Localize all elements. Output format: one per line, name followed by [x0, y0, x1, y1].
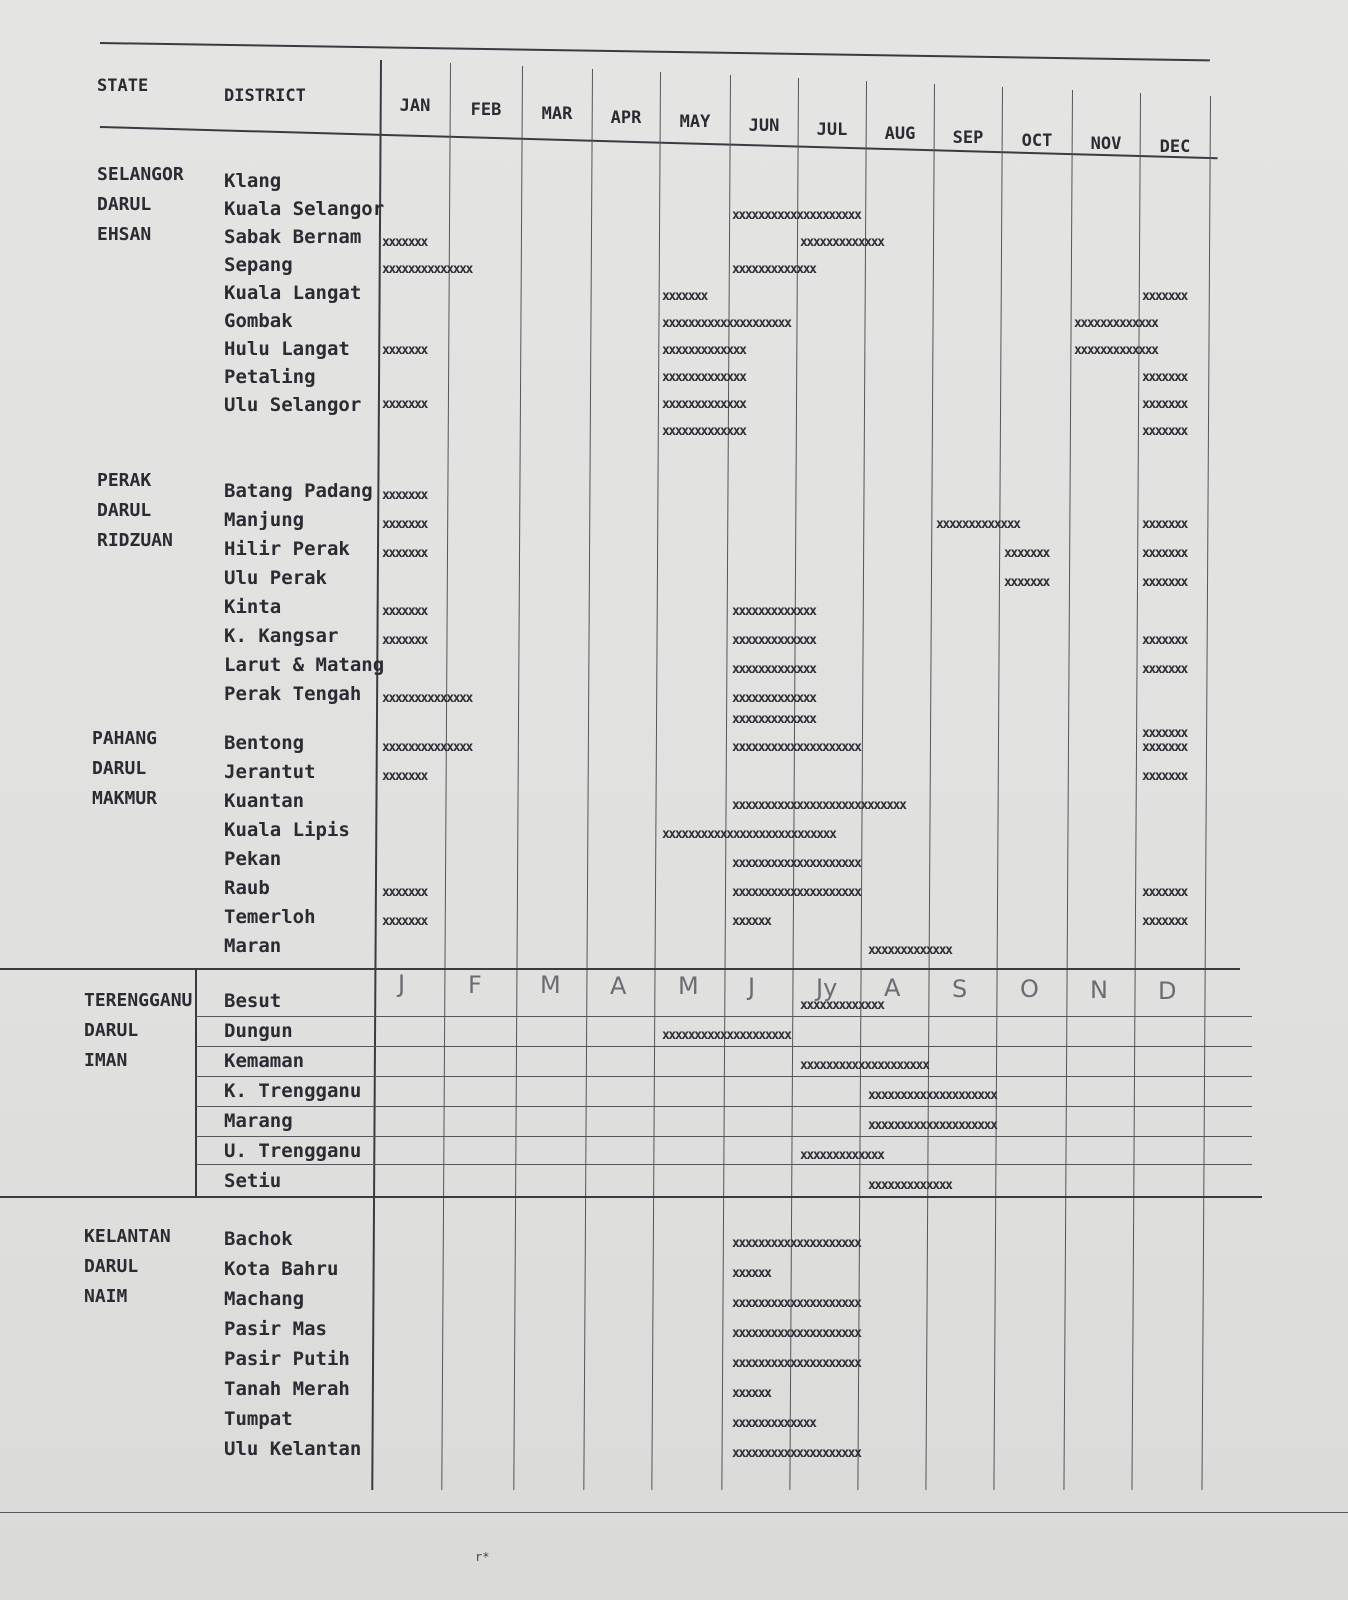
activity-bar: xxxxxxxxxxxxxx — [382, 262, 472, 277]
district-name: Bentong — [224, 732, 305, 754]
activity-bar: xxxxxxxxxxxxx — [1074, 343, 1158, 358]
activity-bar: xxxxxxx — [1142, 370, 1187, 385]
activity-bar: xxxxxxx — [1142, 289, 1187, 304]
district-name: K. Kangsar — [224, 625, 339, 647]
activity-bar: xxxxxxxxxxxxxxxxxxxxxxxxxxx — [662, 827, 836, 842]
activity-bar: xxxxxxxxxxxxx — [662, 343, 746, 358]
activity-bar: xxxxxxx — [1142, 885, 1187, 900]
state-name-line: EHSAN — [97, 224, 152, 245]
district-name: Marang — [224, 1110, 293, 1132]
activity-bar: xxxxxxx — [382, 885, 427, 900]
activity-bar: xxxxxxxxxxxxxxxxxxxx — [868, 1088, 997, 1103]
month-header-oct: OCT — [1021, 131, 1053, 151]
activity-bar: xxxxxxxxxxxxxxxxxxxx — [662, 316, 791, 331]
state-column-header: STATE — [97, 76, 149, 96]
handwritten-month-initial: F — [468, 970, 482, 999]
activity-bar: xxxxxxxxxxxxx — [732, 1416, 816, 1431]
activity-bar: xxxxxxxxxxxxx — [868, 1178, 952, 1193]
district-name: Pasir Mas — [224, 1318, 327, 1340]
activity-bar: xxxxxxx — [1142, 662, 1187, 677]
district-name: Dungun — [224, 1020, 293, 1042]
activity-bar: xxxxxxxxxxxxx — [662, 370, 746, 385]
activity-bar: xxxxxxxxxxxxx — [1074, 316, 1158, 331]
district-name: Temerloh — [224, 906, 316, 928]
activity-bar: xxxxxx — [732, 1386, 771, 1401]
state-name-line: SELANGOR — [97, 164, 184, 185]
district-name: Klang — [224, 170, 282, 192]
activity-bar: xxxxxxxxxxxxxxxxxxxxxxxxxxx — [732, 798, 906, 813]
activity-bar: xxxxxxx — [1004, 575, 1049, 590]
section-divider-top — [0, 968, 1240, 970]
column-divider — [993, 87, 1003, 1490]
handwritten-month-initial: J — [748, 973, 756, 1001]
activity-bar: xxxxxxxxxxxxx — [868, 943, 952, 958]
month-header-nov: NOV — [1090, 134, 1122, 154]
district-name: Tanah Merah — [224, 1378, 350, 1400]
state-name-line: IMAN — [84, 1050, 128, 1071]
activity-bar: xxxxxxxxxxxxxxxxxxxx — [732, 856, 861, 871]
activity-bar: xxxxxxx — [382, 397, 427, 412]
activity-bar: xxxxxxx — [382, 488, 427, 503]
activity-bar: xxxxxxxxxxxxx — [732, 604, 816, 619]
district-name: Perak Tengah — [224, 683, 362, 705]
month-header-jan: JAN — [399, 96, 431, 116]
terengganu-row-line — [196, 1106, 1252, 1107]
month-header-may: MAY — [679, 112, 711, 132]
handwritten-month-initial: Jy — [816, 973, 838, 1002]
month-header-apr: APR — [610, 108, 642, 128]
district-column-header: DISTRICT — [224, 86, 306, 106]
district-name: Bachok — [224, 1228, 293, 1250]
activity-bar: xxxxxxxxxxxxx — [662, 424, 746, 439]
table-top-border — [100, 42, 1210, 61]
column-divider — [513, 66, 523, 1490]
terengganu-row-line — [196, 1046, 1252, 1047]
district-name: Ulu Selangor — [224, 394, 362, 416]
activity-bar: xxxxxxxxxxxxxxxxxxxx — [732, 1326, 861, 1341]
terengganu-row-line — [196, 1164, 1252, 1165]
activity-bar: xxxxxxxxxxxxx — [732, 691, 816, 706]
activity-bar: xxxxxxxxxxxxxxxxxxxx — [732, 1296, 861, 1311]
district-name: Pasir Putih — [224, 1348, 350, 1370]
district-name: Kuantan — [224, 790, 305, 812]
activity-bar: xxxxxxx — [662, 289, 707, 304]
activity-bar: xxxxxxxxxxxxxxxxxxxx — [868, 1118, 997, 1133]
terengganu-row-line — [196, 1016, 1252, 1017]
activity-bar: xxxxxxx — [382, 343, 427, 358]
district-name: K. Trengganu — [224, 1080, 362, 1102]
handwritten-month-initial: S — [952, 974, 968, 1003]
handwritten-month-initial: J — [398, 970, 406, 998]
section-divider-bottom — [0, 1196, 1262, 1198]
district-name: Pekan — [224, 848, 282, 870]
state-name-line: PAHANG — [92, 728, 158, 749]
state-name-line: PERAK — [97, 470, 152, 491]
district-name: Maran — [224, 935, 282, 957]
activity-bar: xxxxxxx — [382, 633, 427, 648]
state-name-line: NAIM — [84, 1286, 128, 1307]
handwritten-month-initial: A — [610, 971, 627, 1000]
terengganu-row-line — [196, 1136, 1252, 1137]
activity-bar: xxxxxxxxxxxxx — [732, 262, 816, 277]
activity-bar: xxxxxxxxxxxxxx — [382, 691, 472, 706]
handwritten-month-initial: N — [1090, 976, 1108, 1004]
district-name: Batang Padang — [224, 480, 373, 502]
activity-bar: xxxxxxx — [1004, 546, 1049, 561]
district-name: Kuala Langat — [224, 282, 362, 304]
activity-bar: xxxxxxx — [1142, 397, 1187, 412]
handwritten-month-initial: D — [1158, 976, 1177, 1005]
district-name: Hilir Perak — [224, 538, 350, 560]
district-name: Larut & Matang — [224, 654, 385, 676]
district-name: Gombak — [224, 310, 293, 332]
column-divider — [583, 69, 593, 1490]
district-name: Kemaman — [224, 1050, 305, 1072]
activity-bar: xxxxxxxxxxxxxxxxxxxx — [732, 208, 861, 223]
column-divider — [651, 72, 661, 1490]
activity-bar: xxxxxxxxxxxxx — [800, 998, 884, 1013]
district-name: Kuala Lipis — [224, 819, 350, 841]
column-divider — [925, 84, 935, 1490]
district-name: U. Trengganu — [224, 1140, 362, 1162]
district-name: Hulu Langat — [224, 338, 350, 360]
state-name-line: KELANTAN — [84, 1226, 171, 1247]
activity-bar: xxxxxxxxxxxxxxxxxxxx — [732, 1356, 861, 1371]
activity-bar: xxxxxxxxxxxxx — [732, 662, 816, 677]
stray-pen-mark: r* — [475, 1550, 490, 1564]
activity-bar: xxxxxxx — [1142, 517, 1187, 532]
activity-bar: xxxxxxxxxxxxx — [732, 633, 816, 648]
state-name-line: DARUL — [84, 1256, 139, 1277]
column-divider — [857, 81, 867, 1490]
terengganu-district-divider — [195, 968, 197, 1196]
district-name: Petaling — [224, 366, 316, 388]
month-header-jul: JUL — [816, 120, 848, 140]
activity-bar: xxxxxxxxxxxxx — [936, 517, 1020, 532]
activity-bar: xxxxxxx — [1142, 575, 1187, 590]
district-name: Manjung — [224, 509, 305, 531]
district-name: Sabak Bernam — [224, 226, 362, 248]
activity-bar: xxxxxxx — [1142, 726, 1187, 741]
district-name: Kota Bahru — [224, 1258, 339, 1280]
state-name-line: MAKMUR — [92, 788, 158, 809]
activity-bar: xxxxxxx — [1142, 424, 1187, 439]
activity-bar: xxxxxxx — [1142, 633, 1187, 648]
handwritten-month-initial: M — [540, 971, 561, 1000]
district-name: Raub — [224, 877, 270, 899]
column-divider — [1201, 96, 1211, 1490]
month-header-dec: DEC — [1159, 137, 1191, 157]
district-name: Kuala Selangor — [224, 198, 385, 220]
month-header-mar: MAR — [541, 104, 573, 124]
district-name: Sepang — [224, 254, 293, 276]
district-name: Ulu Perak — [224, 567, 327, 589]
handwritten-month-initial: O — [1020, 975, 1039, 1004]
district-name: Setiu — [224, 1170, 282, 1192]
activity-bar: xxxxxxxxxxxxxxxxxxxx — [732, 885, 861, 900]
activity-bar: xxxxxxxxxxxxxxxxxxxx — [800, 1058, 929, 1073]
handwritten-month-initial: A — [884, 974, 901, 1003]
activity-bar: xxxxxx — [732, 914, 771, 929]
activity-bar: xxxxxxxxxxxxxx — [382, 740, 472, 755]
terengganu-row-line — [196, 1076, 1252, 1077]
activity-bar: xxxxxxx — [1142, 769, 1187, 784]
district-name: Tumpat — [224, 1408, 293, 1430]
month-header-aug: AUG — [884, 124, 916, 144]
table-bottom-border — [0, 1512, 1348, 1513]
activity-bar: xxxxxxxxxxxxx — [662, 397, 746, 412]
column-divider — [1063, 90, 1073, 1490]
activity-bar: xxxxxxxxxxxxx — [800, 235, 884, 250]
activity-bar: xxxxxxxxxxxxxxxxxxxx — [732, 740, 861, 755]
handwritten-month-initial: M — [678, 972, 699, 1001]
state-name-line: RIDZUAN — [97, 530, 173, 551]
district-name: Jerantut — [224, 761, 316, 783]
activity-bar: xxxxxxx — [382, 517, 427, 532]
activity-bar: xxxxxxx — [1142, 740, 1187, 755]
activity-bar: xxxxxxx — [382, 604, 427, 619]
activity-bar: xxxxxxxxxxxxxxxxxxxx — [732, 1446, 861, 1461]
district-name: Besut — [224, 990, 282, 1012]
activity-bar: xxxxxxx — [382, 769, 427, 784]
state-name-line: TERENGGANU — [84, 990, 193, 1011]
activity-bar: xxxxxxxxxxxxx — [800, 1148, 884, 1163]
state-name-line: DARUL — [97, 194, 152, 215]
month-header-feb: FEB — [470, 100, 502, 120]
state-name-line: DARUL — [97, 500, 152, 521]
activity-bar: xxxxxxx — [382, 546, 427, 561]
activity-bar: xxxxxx — [732, 1266, 771, 1281]
district-name: Kinta — [224, 596, 282, 618]
activity-bar: xxxxxxxxxxxxx — [732, 712, 816, 727]
activity-bar: xxxxxxx — [382, 235, 427, 250]
district-name: Ulu Kelantan — [224, 1438, 362, 1460]
state-name-line: DARUL — [84, 1020, 139, 1041]
column-divider — [721, 75, 731, 1490]
column-divider — [1131, 93, 1141, 1490]
activity-bar: xxxxxxx — [1142, 546, 1187, 561]
activity-bar: xxxxxxxxxxxxxxxxxxxx — [662, 1028, 791, 1043]
column-divider — [371, 60, 382, 1490]
month-header-jun: JUN — [748, 116, 780, 136]
activity-bar: xxxxxxx — [1142, 914, 1187, 929]
state-name-line: DARUL — [92, 758, 147, 779]
month-header-sep: SEP — [952, 128, 984, 148]
activity-bar: xxxxxxxxxxxxxxxxxxxx — [732, 1236, 861, 1251]
activity-bar: xxxxxxx — [382, 914, 427, 929]
district-name: Machang — [224, 1288, 305, 1310]
